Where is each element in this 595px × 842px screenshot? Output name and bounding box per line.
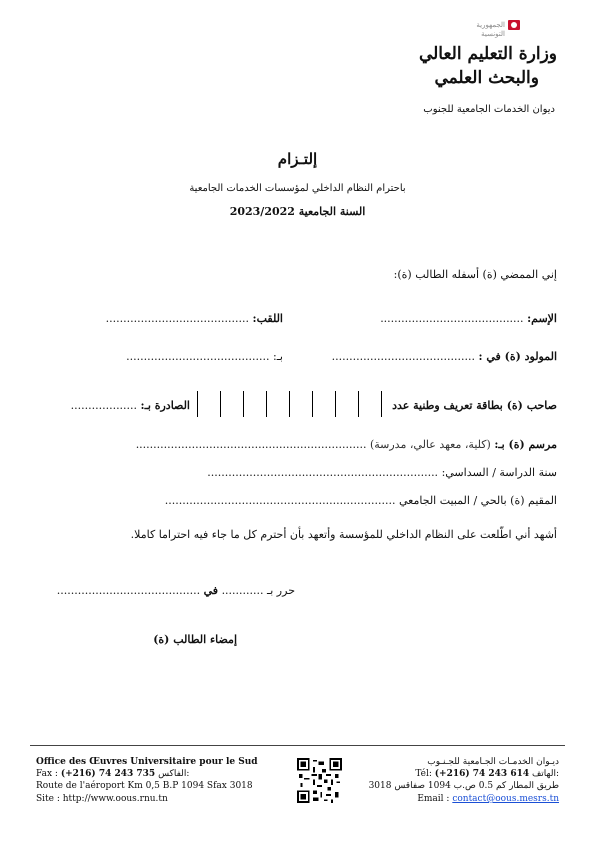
enrolled-field[interactable]	[136, 438, 557, 451]
office-name: ديوان الخدمات الجامعية للجنوب	[423, 104, 555, 115]
footer-office-ar: ديـوان الخدمـات الجـامعية للجـنـوب	[427, 757, 559, 767]
written-at-field[interactable]	[57, 584, 295, 597]
email-link[interactable]: contact@oous.mesrs.tn	[452, 794, 559, 804]
residence-dots: ..................................................................	[164, 494, 396, 507]
intro-text: إني الممضي (ة) أسفله الطالب (ة):	[393, 268, 557, 281]
footer-email	[417, 793, 559, 805]
id-digit-box[interactable]	[198, 391, 221, 417]
fax-ar-label: الفاكس:	[155, 769, 190, 779]
enrolled-dots: ..................................................................	[135, 438, 367, 451]
signature-label-text: إمضاء الطالب (ة)	[153, 633, 237, 646]
footer-fax	[36, 768, 189, 780]
footer-address-fr: Route de l'aéroport Km 0,5 B.P 1094 Sfax 3018	[36, 781, 253, 791]
republic-label-1: الجمهورية	[476, 21, 505, 29]
enrolled-hint: (كلية، معهد عالي، مدرسة)	[369, 438, 491, 451]
issued-field[interactable]	[71, 399, 190, 412]
document-title: إلتـزام	[277, 150, 318, 168]
enrolled-label: مرسم (ة) بـ:	[494, 438, 557, 451]
footer-site	[36, 793, 168, 805]
id-digit-box[interactable]	[359, 391, 382, 417]
birth-label: المولود (ة) في :	[478, 350, 557, 363]
surname-dots: .........................................	[105, 312, 250, 325]
id-number-boxes[interactable]	[197, 391, 382, 417]
birth-date-dots: .........................................	[331, 350, 475, 363]
issued-label: الصادرة بـ:	[140, 399, 190, 412]
footer-office-fr	[36, 756, 258, 768]
name-label: الإسم:	[527, 312, 557, 325]
footer-office-fr-text: Office des Œuvres Universitaire pour le Sud	[36, 757, 258, 767]
ministry-logo	[387, 20, 557, 100]
email-prefix: Email :	[417, 794, 453, 804]
written-on-label: في	[203, 584, 219, 597]
qr-code-icon	[297, 758, 342, 803]
id-digit-box[interactable]	[267, 391, 290, 417]
declaration-text: أشهد أني اطّلعت على النظام الداخلي للمؤسسة وأتعهد بأن أحترم كل ما جاء فيه احتراما كاملا.	[130, 528, 557, 541]
academic-year: السنة الجامعية 2023/2022	[229, 205, 366, 218]
document-subtitle: باحترام النظام الداخلي لمؤسسات الخدمات الجامعية	[189, 183, 406, 194]
id-digit-box[interactable]	[244, 391, 267, 417]
footer-address-ar: طريق المطار كم 0.5 ص.ب 1094 صفاقس 3018	[368, 781, 559, 791]
surname-field[interactable]	[106, 312, 283, 325]
study-year-field[interactable]	[207, 466, 557, 479]
site-link[interactable]: http://www.oous.rnu.tn	[62, 794, 168, 804]
tel-number: (+216) 74 243 614	[434, 769, 530, 779]
issued-dots: ...................	[70, 399, 138, 412]
signature-label	[153, 633, 237, 646]
name-field[interactable]	[380, 312, 557, 325]
id-digit-box[interactable]	[221, 391, 244, 417]
study-year-dots: ..................................................................	[207, 466, 439, 479]
name-dots: .........................................	[380, 312, 524, 325]
id-card-label-text: صاحب (ة) بطاقة تعريف وطنية عدد	[392, 399, 557, 412]
written-on-dots: .........................................	[56, 584, 201, 597]
birth-place-field[interactable]	[126, 350, 283, 363]
tunisia-flag-icon	[508, 20, 520, 30]
birth-at-label: بـ:	[273, 350, 283, 363]
study-year-label: سنة الدراسة / السداسي:	[441, 466, 557, 479]
fax-number: (+216) 74 243 735	[60, 769, 156, 779]
written-at-dots: ............	[221, 584, 264, 597]
ministry-name-line2: والبحث العلمي	[434, 68, 539, 88]
birth-place-dots: .........................................	[126, 350, 270, 363]
surname-label: اللقب:	[252, 312, 283, 325]
birth-date-field[interactable]	[332, 350, 557, 363]
tel-prefix: Tél:	[415, 769, 435, 779]
footer-tel	[415, 768, 559, 780]
id-card-label	[392, 399, 557, 412]
id-digit-box[interactable]	[336, 391, 359, 417]
id-digit-box[interactable]	[313, 391, 336, 417]
site-prefix: Site :	[36, 794, 63, 804]
ministry-name-line1: وزارة التعليم العالي	[418, 44, 557, 64]
fax-prefix: Fax :	[36, 769, 61, 779]
footer-divider	[30, 745, 565, 746]
residence-field[interactable]	[165, 494, 557, 507]
residence-label: المقيم (ة) بالحي / المبيت الجامعي	[399, 494, 557, 507]
republic-label-2: التونسية	[481, 30, 505, 38]
tel-ar-label: الهاتف:	[529, 769, 559, 779]
written-at-label: حرر بـ	[267, 584, 295, 597]
id-digit-box[interactable]	[290, 391, 313, 417]
